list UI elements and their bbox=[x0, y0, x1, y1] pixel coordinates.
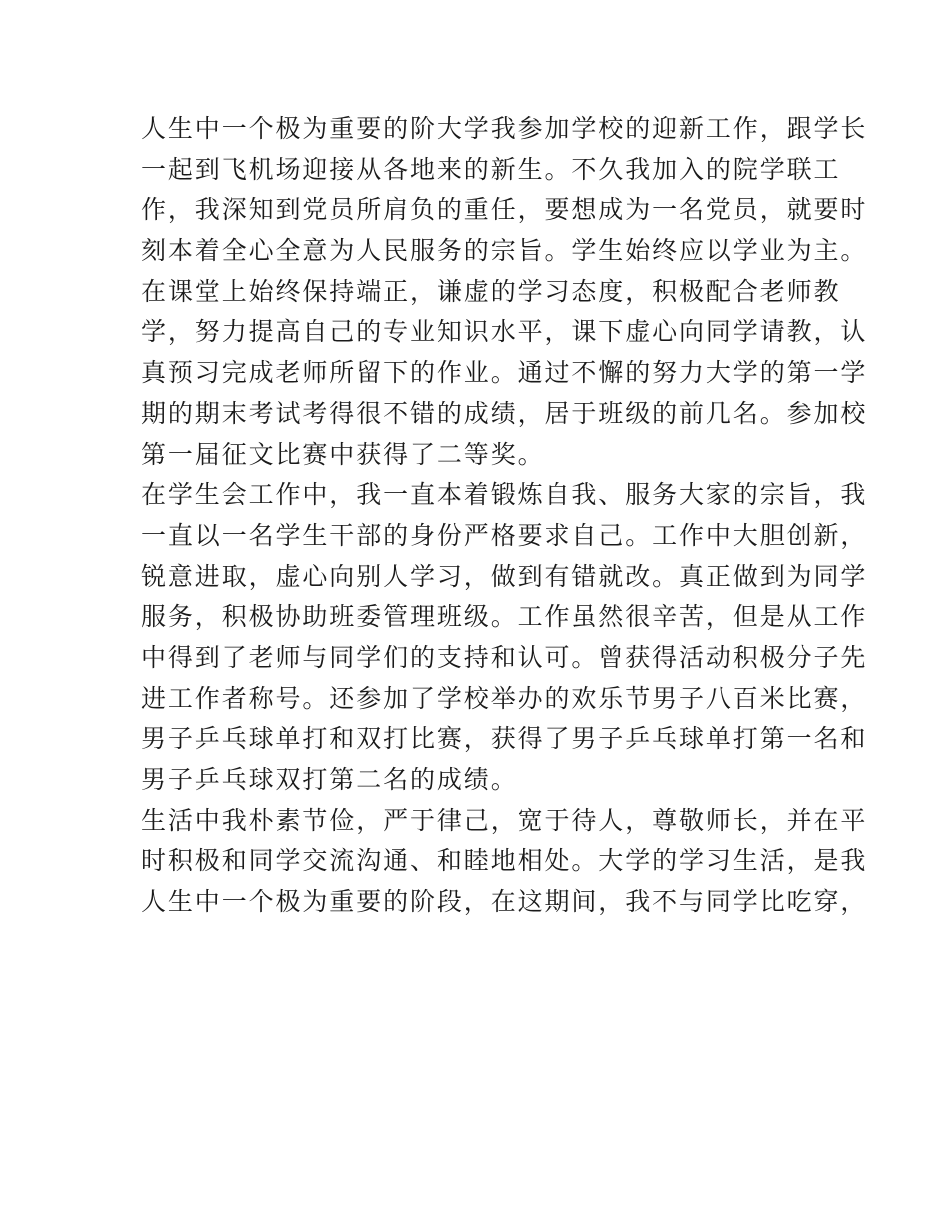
text-line: 锐意进取，虚心向别人学习，做到有错就改。真正做到为同学 bbox=[141, 561, 868, 591]
body-text bbox=[141, 109, 868, 923]
text-line: 一起到飞机场迎接从各地来的新生。不久我加入的院学联工 bbox=[141, 154, 841, 184]
text-line: 时积极和同学交流沟通、和睦地相处。大学的学习生活，是我 bbox=[141, 846, 868, 876]
text-line: 期的期末考试考得很不错的成绩，居于班级的前几名。参加校 bbox=[141, 398, 868, 428]
text-line: 在课堂上始终保持端正，谦虚的学习态度，积极配合老师教 bbox=[141, 276, 841, 306]
text-line: 一直以一名学生干部的身份严格要求自己。工作中大胆创新， bbox=[141, 520, 868, 550]
text-line: 刻本着全心全意为人民服务的宗旨。学生始终应以学业为主。 bbox=[141, 236, 868, 266]
text-line: 人生中一个极为重要的阶大学我参加学校的迎新工作，跟学长 bbox=[141, 114, 868, 143]
text-line: 生活中我朴素节俭，严于律己，宽于待人，尊敬师长，并在平 bbox=[141, 805, 868, 835]
text-line: 服务，积极协助班委管理班级。工作虽然很辛苦，但是从工作 bbox=[141, 602, 868, 632]
text-line: 真预习完成老师所留下的作业。通过不懈的努力大学的第一学 bbox=[141, 358, 868, 388]
text-line: 中得到了老师与同学们的支持和认可。曾获得活动积极分子先 bbox=[141, 642, 868, 672]
text-line: 在学生会工作中，我一直本着锻炼自我、服务大家的宗旨，我 bbox=[141, 480, 868, 510]
text-line: 作，我深知到党员所肩负的重任，要想成为一名党员，就要时 bbox=[141, 195, 868, 225]
text-line: 第一届征文比赛中获得了二等奖。 bbox=[141, 439, 545, 469]
text-line: 人生中一个极为重要的阶段，在这期间，我不与同学比吃穿， bbox=[141, 887, 868, 917]
text-line: 学，努力提高自己的专业知识水平，课下虚心向同学请教，认 bbox=[141, 317, 868, 347]
text-line: 男子乒乓球双打第二名的成绩。 bbox=[141, 765, 518, 794]
text-line: 男子乒乓球单打和双打比赛，获得了男子乒乓球单打第一名和 bbox=[141, 724, 868, 754]
text-line: 进工作者称号。还参加了学校举办的欢乐节男子八百米比赛， bbox=[141, 683, 868, 713]
